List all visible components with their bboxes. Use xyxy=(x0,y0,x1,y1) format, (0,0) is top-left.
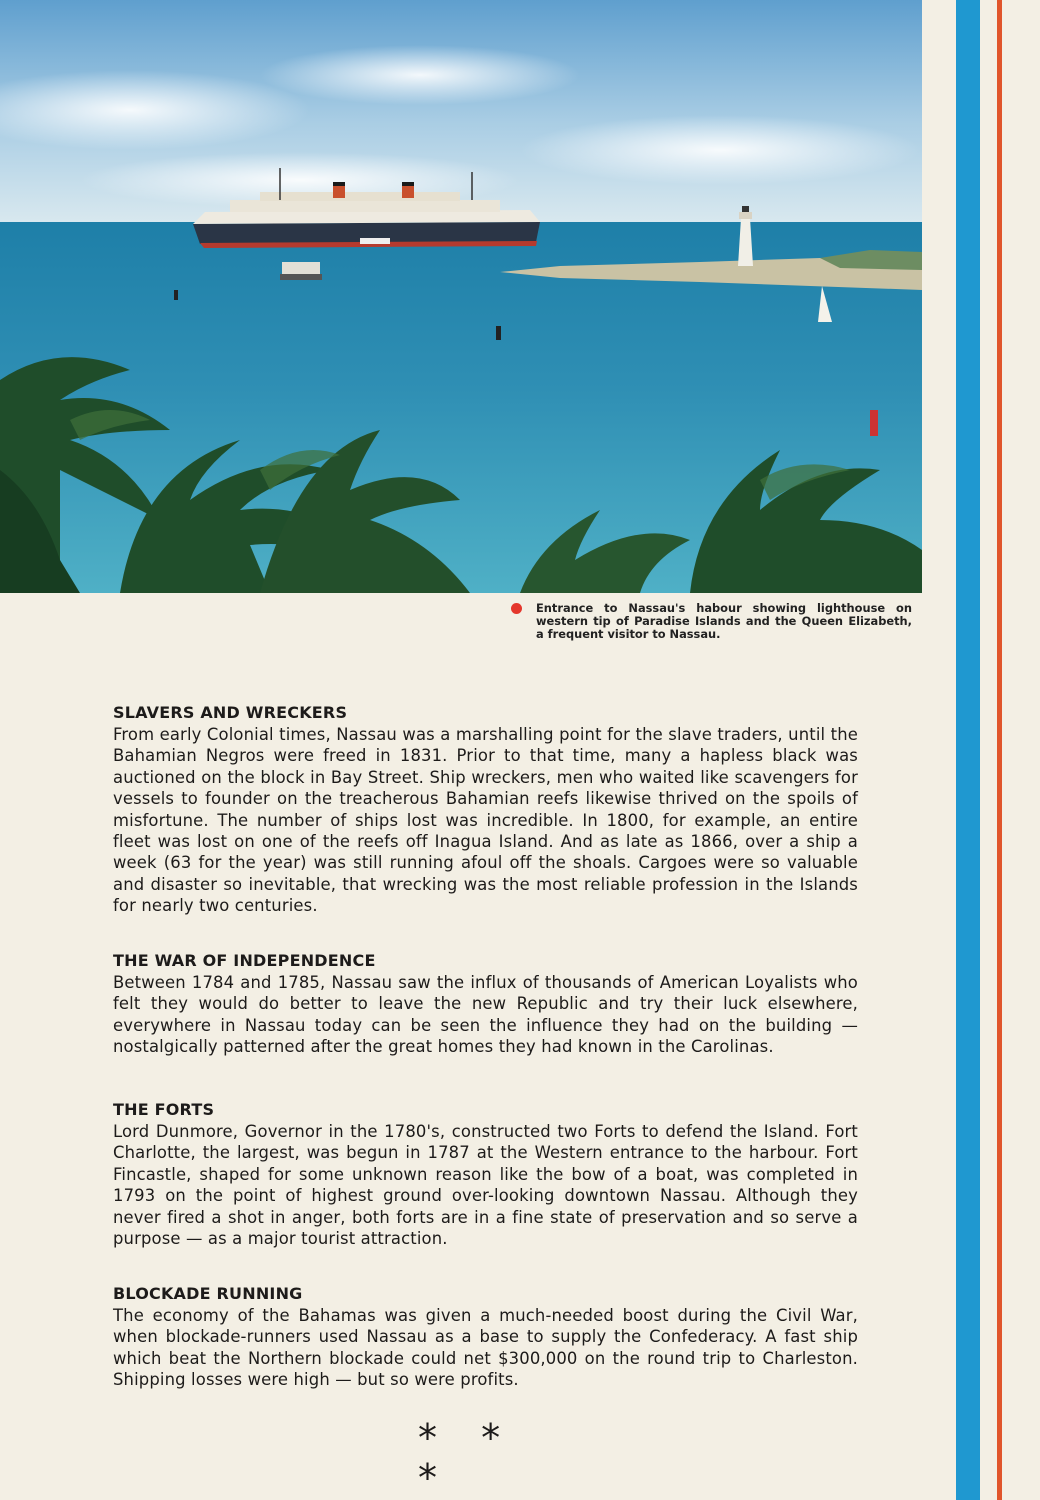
red-border-stripe xyxy=(997,0,1002,1500)
photo-caption xyxy=(512,602,912,641)
section-war-of-independence xyxy=(113,950,858,1058)
harbour-illustration xyxy=(0,0,922,593)
ornament-stars: * * * xyxy=(418,1416,517,1500)
section-paragraph: Lord Dunmore, Governor in the 1780's, constructed two Forts to defend the Island. Fort Charlotte, the largest, was begun in 1787 at the Western entrance to the harbour. Fort Fincastle, shaped for some unknown reason like the bow of a boat, was completed in 1793 on the point of highest ground over-looking downtown Nassau. Although they never fired a shot in anger, both forts are in a fine state of preservation and so serve a purpose — as a major tourist attraction. xyxy=(113,1122,858,1249)
harbour-photo xyxy=(0,0,922,593)
section-paragraph: The economy of the Bahamas was given a much-needed boost during the Civil War, when blockade-runners used Nassau as a base to supply the Confederacy. A fast ship which beat the Northern blockade could net $300,000 on the round trip to Charleston. Shipping losses were high — but so were profits. xyxy=(113,1306,858,1390)
photo-caption-text: Entrance to Nassau's habour showing lighthouse on western tip of Paradise Islands and the Queen Elizabeth, a frequent visitor to Nassau. xyxy=(536,601,912,641)
section-the-forts xyxy=(113,1099,858,1249)
section-heading: THE FORTS xyxy=(113,1100,215,1119)
section-slavers-and-wreckers xyxy=(113,702,858,917)
blue-border-stripe xyxy=(956,0,980,1500)
section-heading: BLOCKADE RUNNING xyxy=(113,1284,303,1303)
section-paragraph: Between 1784 and 1785, Nassau saw the influx of thousands of American Loyalists who felt they would do better to leave the new Republic and try their luck elsewhere, everywhere in Nassau today can be seen the influence they had on the building — nostalgically patterned after the great homes they had known in the Carolinas. xyxy=(113,973,858,1057)
section-blockade-running xyxy=(113,1283,858,1391)
section-heading: SLAVERS AND WRECKERS xyxy=(113,703,348,722)
section-heading: THE WAR OF INDEPENDENCE xyxy=(113,951,376,970)
section-paragraph: From early Colonial times, Nassau was a marshalling point for the slave traders, until the Bahamian Negros were freed in 1831. Prior to that time, many a hapless black was auctioned on the block in Bay Street. Ship wreckers, men who waited like scavengers for vessels to founder on the treacherous Bahamian reefs likewise thrived on the spoils of misfortune. The number of ships lost was incredible. In 1800, for example, an entire fleet was lost on one of the reefs off Inagua Island. And as late as 1866, over a ship a week (63 for the year) was still running afoul off the shoals. Cargoes were so valuable and disaster so inevitable, that wrecking was the most reliable profession in the Islands for nearly two centuries. xyxy=(113,725,858,916)
lighthouse-icon xyxy=(738,206,753,266)
